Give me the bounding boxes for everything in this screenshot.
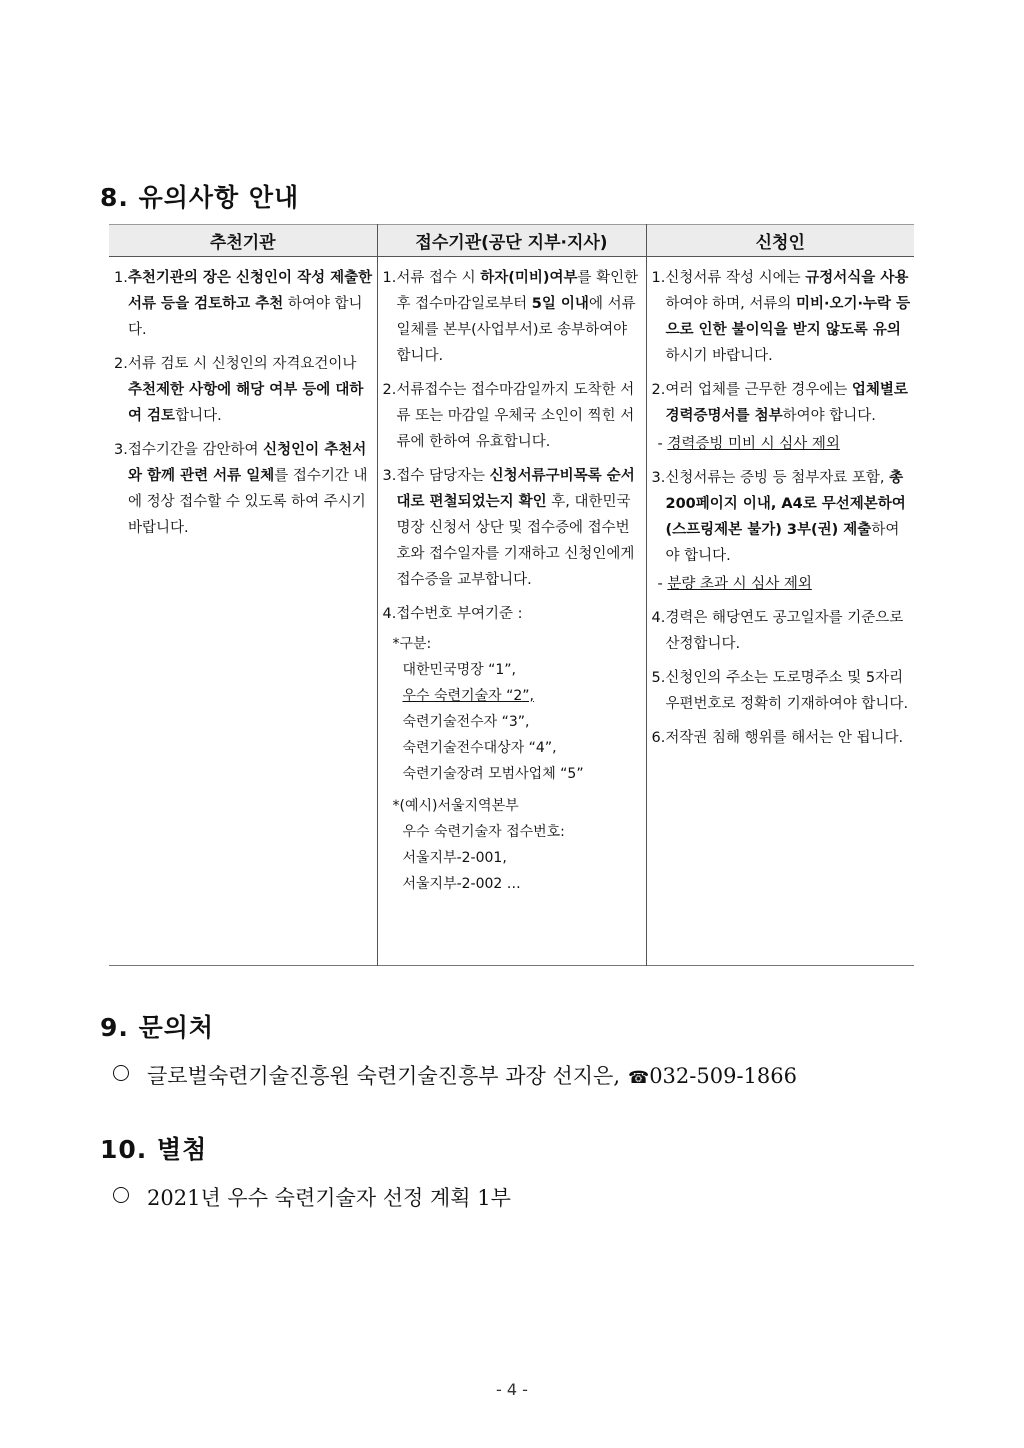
list-item: 3.접수 담당자는 신청서류구비목록 순서대로 편철되었는지 확인 후, 대한민국명장 신청서 상단 및 접수증에 접수번호와 접수일자를 기재하고 신청인에게 접수증을 교부합니다. xyxy=(382,468,635,588)
code-item: 우수 숙련기술자 “2”, xyxy=(402,688,534,704)
page-number: - 4 - xyxy=(496,1380,528,1399)
attachment-text: 2021년 우수 숙련기술자 선정 계획 1부 xyxy=(147,1186,511,1210)
bullet-circle-icon xyxy=(113,1065,129,1081)
section10-title: 10. 별첨 xyxy=(100,1135,208,1164)
list-item: 3.신청서류는 증빙 등 첨부자료 포함, 총 200페이지 이내, A4로 무선제본하여(스프링제본 불가) 3부(권) 제출하여야 합니다. xyxy=(651,470,906,564)
list-item: 3.접수기간을 감안하여 신청인이 추천서와 함께 관련 서류 일체를 접수기간 내에 정상 접수할 수 있도록 하여 주시기 바랍니다. xyxy=(114,442,368,536)
section8-title: 8. 유의사항 안내 xyxy=(100,183,300,212)
table-body-row xyxy=(109,257,914,966)
list-item: 2.서류 검토 시 신청인의 자격요건이나 추천제한 사항에 해당 여부 등에 대하여 검토합니다. xyxy=(114,356,364,424)
list-item: 2.서류접수는 접수마감일까지 도착한 서류 또는 마감일 우체국 소인이 찍힌 서류에 한하여 유효합니다. xyxy=(382,382,635,450)
list-item: 6.저작권 침해 행위를 해서는 안 됩니다. xyxy=(651,730,904,746)
table-header-row xyxy=(109,225,914,257)
header-recommending-agency: 추천기관 xyxy=(109,225,377,257)
list-item: 1.추천기관의 장은 신청인이 작성 제출한 서류 등을 검토하고 추천 하여야 합니다. xyxy=(114,270,373,338)
list-item: 4.접수번호 부여기준 : xyxy=(382,606,523,622)
example-line: 서울지부-2-001, xyxy=(402,850,507,866)
code-item: 숙련기술전수자 “3”, xyxy=(402,714,530,730)
header-receiving-agency: 접수기관(공단 지부·지사) xyxy=(377,225,646,257)
code-example xyxy=(393,793,643,897)
note-line: - 경력증빙 미비 시 심사 제외 xyxy=(657,436,840,452)
code-item: 숙련기술전수대상자 “4”, xyxy=(402,740,557,756)
contact-line xyxy=(113,1060,797,1090)
example-label: *(예시)서울지역본부 xyxy=(392,798,519,814)
list-item: 4.경력은 해당연도 공고일자를 기준으로 산정합니다. xyxy=(651,610,904,652)
code-item: 대한민국명장 “1”, xyxy=(402,662,516,678)
telephone-icon: ☎ xyxy=(628,1068,650,1088)
phone-number: 032-509-1866 xyxy=(649,1064,797,1088)
code-item: 숙련기술장려 모범사업체 “5” xyxy=(402,766,584,782)
list-item: 1.서류 접수 시 하자(미비)여부를 확인한 후 접수마감일로부터 5일 이내에 서류 일체를 본부(사업부서)로 송부하여야 합니다. xyxy=(382,270,639,364)
list-item: 1.신청서류 작성 시에는 규정서식을 사용하여야 하며, 서류의 미비·오기·누락 등으로 인한 불이익을 받지 않도록 유의하시기 바랍니다. xyxy=(651,270,911,364)
section9-title: 9. 문의처 xyxy=(100,1013,215,1042)
notice-table xyxy=(109,224,914,966)
list-item: 2.여러 업체를 근무한 경우에는 업체별로 경력증명서를 첨부하여야 합니다. xyxy=(651,382,908,424)
header-applicant: 신청인 xyxy=(646,225,914,257)
receiving-agency-cell xyxy=(377,257,646,966)
note-line: - 분량 초과 시 심사 제외 xyxy=(657,576,812,592)
list-item: 5.신청인의 주소는 도로명주소 및 5자리 우편번호로 정확히 기재하여야 합니다. xyxy=(651,670,909,712)
example-line: 우수 숙련기술자 접수번호: xyxy=(402,824,565,840)
example-line: 서울지부-2-002 … xyxy=(402,876,521,892)
applicant-cell xyxy=(646,257,914,966)
bullet-circle-icon xyxy=(113,1187,129,1203)
code-label: *구분: xyxy=(392,636,432,652)
contact-text: 글로벌숙련기술진흥원 숙련기술진흥부 과장 선지은, xyxy=(147,1064,620,1088)
attachment-line xyxy=(113,1182,511,1212)
recommending-agency-cell xyxy=(109,257,377,966)
code-classification xyxy=(393,631,643,787)
